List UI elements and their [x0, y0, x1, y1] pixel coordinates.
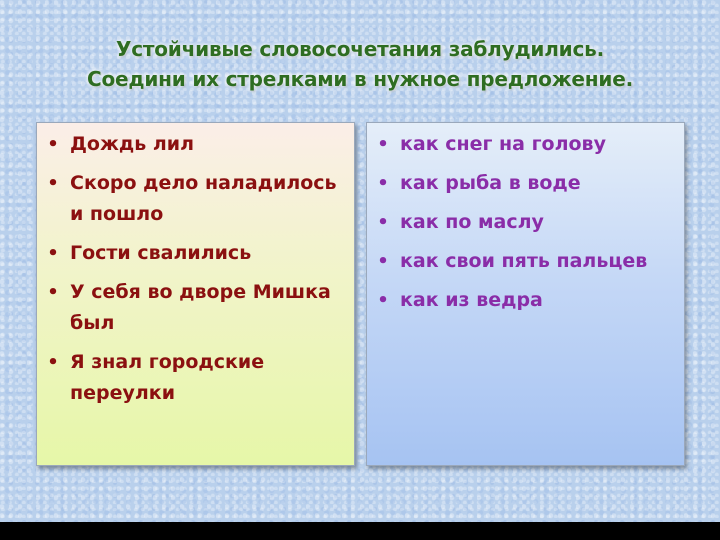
bullet-icon: • — [47, 282, 59, 303]
slide-title — [20, 34, 700, 94]
phrase-item-3 — [37, 238, 354, 269]
idiom-item-5 — [367, 285, 684, 316]
phrase-item-4 — [37, 277, 354, 339]
bullet-icon: • — [377, 212, 389, 233]
bullet-icon: • — [47, 173, 59, 194]
idiom-item-1 — [367, 129, 684, 160]
bullet-icon: • — [377, 134, 389, 155]
phrase-item-5 — [37, 347, 354, 409]
idiom-text: как по маслу — [400, 211, 544, 233]
phrase-text: Я знал городские переулки — [70, 351, 265, 404]
idiom-item-3 — [367, 207, 684, 238]
bullet-icon: • — [47, 352, 59, 373]
idiom-text: как свои пять пальцев — [400, 250, 648, 272]
bottom-bar — [0, 522, 720, 540]
phrase-text: Дождь лил — [70, 133, 195, 155]
idioms-panel — [366, 122, 685, 466]
phrase-text: Гости свалились — [70, 242, 252, 264]
phrases-panel — [36, 122, 355, 466]
idiom-text: как рыба в воде — [400, 172, 581, 194]
idiom-text: как из ведра — [400, 289, 543, 311]
idiom-item-2 — [367, 168, 684, 199]
phrases-list — [37, 129, 354, 417]
idiom-text: как снег на голову — [400, 133, 606, 155]
bullet-icon: • — [377, 173, 389, 194]
bullet-icon: • — [47, 243, 59, 264]
bullet-icon: • — [47, 134, 59, 155]
phrase-text: Скоро дело наладилось и пошло — [70, 172, 337, 225]
idioms-list — [367, 129, 684, 324]
bullet-icon: • — [377, 290, 389, 311]
idiom-item-4 — [367, 246, 684, 277]
bullet-icon: • — [377, 251, 389, 272]
phrase-text: У себя во дворе Мишка был — [70, 281, 331, 334]
slide-title-line-1: Устойчивые словосочетания заблудились. — [116, 37, 604, 61]
slide-title-line-2: Соедини их стрелками в нужное предложение. — [87, 67, 633, 91]
phrase-item-2 — [37, 168, 354, 230]
phrase-item-1 — [37, 129, 354, 160]
